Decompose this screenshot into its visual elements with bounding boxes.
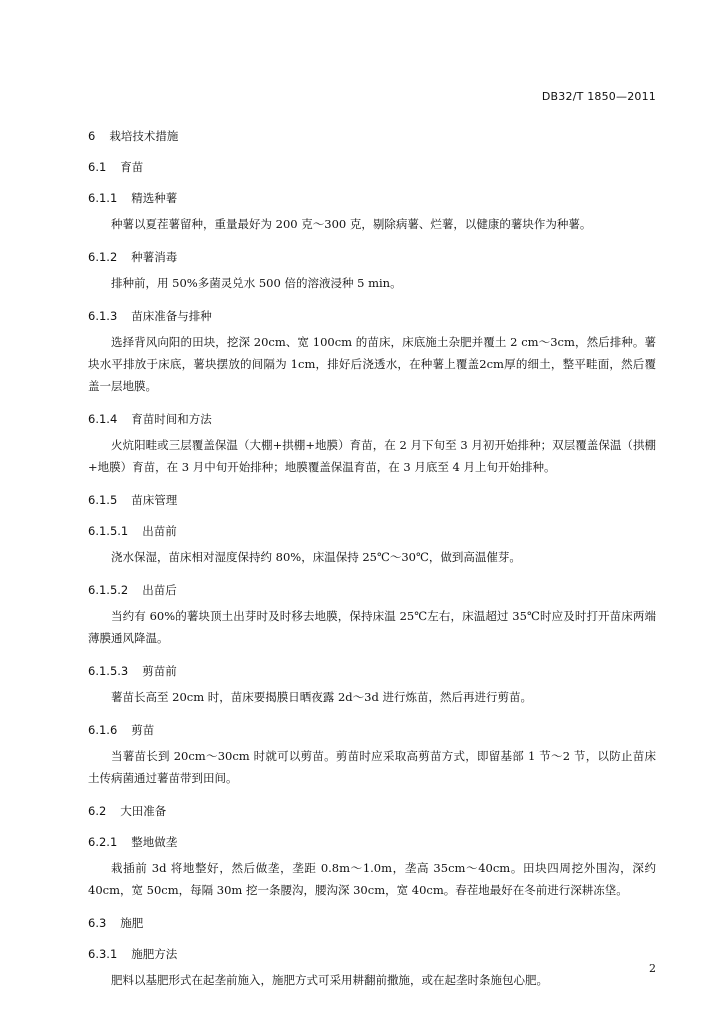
section-heading — [88, 522, 656, 540]
section-heading — [88, 189, 656, 207]
section-6-1-3 — [88, 307, 656, 397]
section-heading — [88, 127, 656, 145]
section-title: 苗床管理 — [131, 493, 178, 507]
section-6-2-1 — [88, 833, 656, 901]
section-6 — [88, 127, 656, 145]
section-heading — [88, 410, 656, 428]
paragraph: 种薯以夏茬薯留种，重量最好为 200 克～300 克，剔除病薯、烂薯，以健康的薯块作为种薯。 — [111, 217, 592, 231]
document-code: DB32/T 1850—2011 — [541, 90, 656, 103]
section-heading — [88, 945, 656, 963]
section-heading — [88, 833, 656, 851]
paragraph: 栽插前 3d 将地整好，然后做垄，垄距 0.8m～1.0m，垄高 35cm～40cm。田块四周挖外围沟，深约 40cm，宽 50cm，每隔 30m 挖一条腰沟，腰沟深 30cm，宽 40cm。春茬地最好在冬前进行深耕冻垡。 — [88, 861, 656, 897]
section-6-1 — [88, 158, 656, 176]
paragraph: 当约有 60%的薯块顶土出芽时及时移去地膜，保持床温 25℃左右，床温超过 35℃时应及时打开苗床两端薄膜通风降温。 — [88, 609, 656, 645]
section-number: 6.1.3 — [88, 309, 118, 323]
document-body — [88, 114, 656, 991]
section-heading — [88, 307, 656, 325]
paragraph: 肥料以基肥形式在起垄前施入，施肥方式可采用耕翻前撒施，或在起垄时条施包心肥。 — [111, 973, 548, 987]
section-6-1-1 — [88, 189, 656, 235]
section-number: 6.3.1 — [88, 947, 118, 961]
section-6-3-1 — [88, 945, 656, 991]
section-title: 苗床准备与排种 — [131, 309, 212, 323]
section-heading — [88, 158, 656, 176]
section-heading — [88, 662, 656, 680]
section-heading — [88, 802, 656, 820]
section-title: 育苗 — [120, 160, 144, 174]
section-heading — [88, 721, 656, 739]
section-number: 6.3 — [88, 916, 107, 930]
section-6-1-5-3 — [88, 662, 656, 708]
section-number: 6.1.5.2 — [88, 583, 129, 597]
section-6-1-4 — [88, 410, 656, 478]
section-number: 6.1.2 — [88, 250, 118, 264]
section-heading — [88, 581, 656, 599]
section-title: 精选种薯 — [131, 191, 178, 205]
section-title: 整地做垄 — [131, 835, 178, 849]
section-heading — [88, 491, 656, 509]
section-number: 6.1.5 — [88, 493, 118, 507]
section-title: 大田准备 — [120, 804, 167, 818]
section-6-1-5-2 — [88, 581, 656, 649]
paragraph: 排种前，用 50%多菌灵兑水 500 倍的溶液浸种 5 min。 — [111, 276, 402, 290]
section-title: 出苗后 — [142, 583, 177, 597]
section-number: 6.1.1 — [88, 191, 118, 205]
paragraph: 浇水保湿，苗床相对湿度保持约 80%，床温保持 25℃～30℃，做到高温催芽。 — [111, 550, 521, 564]
section-title: 出苗前 — [142, 524, 177, 538]
section-number: 6.1.4 — [88, 412, 118, 426]
section-6-1-5-1 — [88, 522, 656, 568]
section-number: 6.1.5.1 — [88, 524, 129, 538]
section-title: 剪苗前 — [142, 664, 177, 678]
section-number: 6.2.1 — [88, 835, 118, 849]
page-number: 2 — [649, 962, 656, 975]
section-number: 6 — [88, 129, 96, 143]
section-title: 施肥 — [120, 916, 144, 930]
section-number: 6.1.5.3 — [88, 664, 129, 678]
section-6-1-2 — [88, 248, 656, 294]
section-6-1-6 — [88, 721, 656, 789]
section-title: 栽培技术措施 — [109, 129, 179, 143]
section-title: 育苗时间和方法 — [131, 412, 212, 426]
paragraph: 当薯苗长到 20cm～30cm 时就可以剪苗。剪苗时应采取高剪苗方式，即留基部 1 节～2 节，以防止苗床土传病菌通过薯苗带到田间。 — [88, 749, 656, 785]
section-number: 6.2 — [88, 804, 107, 818]
section-title: 剪苗 — [131, 723, 155, 737]
section-number: 6.1.6 — [88, 723, 118, 737]
section-title: 种薯消毒 — [131, 250, 178, 264]
section-6-2 — [88, 802, 656, 820]
section-number: 6.1 — [88, 160, 107, 174]
paragraph: 薯苗长高至 20cm 时，苗床要揭膜日晒夜露 2d～3d 进行炼苗，然后再进行剪苗。 — [111, 690, 532, 704]
section-heading — [88, 248, 656, 266]
section-6-3 — [88, 914, 656, 932]
section-title: 施肥方法 — [131, 947, 178, 961]
paragraph: 火炕阳畦或三层覆盖保温（大棚+拱棚+地膜）育苗，在 2 月下旬至 3 月初开始排种；双层覆盖保温（拱棚+地膜）育苗，在 3 月中旬开始排种；地膜覆盖保温育苗，在 3 月底至 4 月上旬开始排种。 — [88, 438, 656, 474]
paragraph: 选择背风向阳的田块，挖深 20cm、宽 100cm 的苗床，床底施土杂肥并覆土 2 cm～3cm，然后排种。薯块水平排放于床底，薯块摆放的间隔为 1cm，排好后浇透水，在种薯上覆盖2cm厚的细土，整平畦面，然后覆盖一层地膜。 — [88, 335, 656, 393]
section-6-1-5 — [88, 491, 656, 509]
section-heading — [88, 914, 656, 932]
